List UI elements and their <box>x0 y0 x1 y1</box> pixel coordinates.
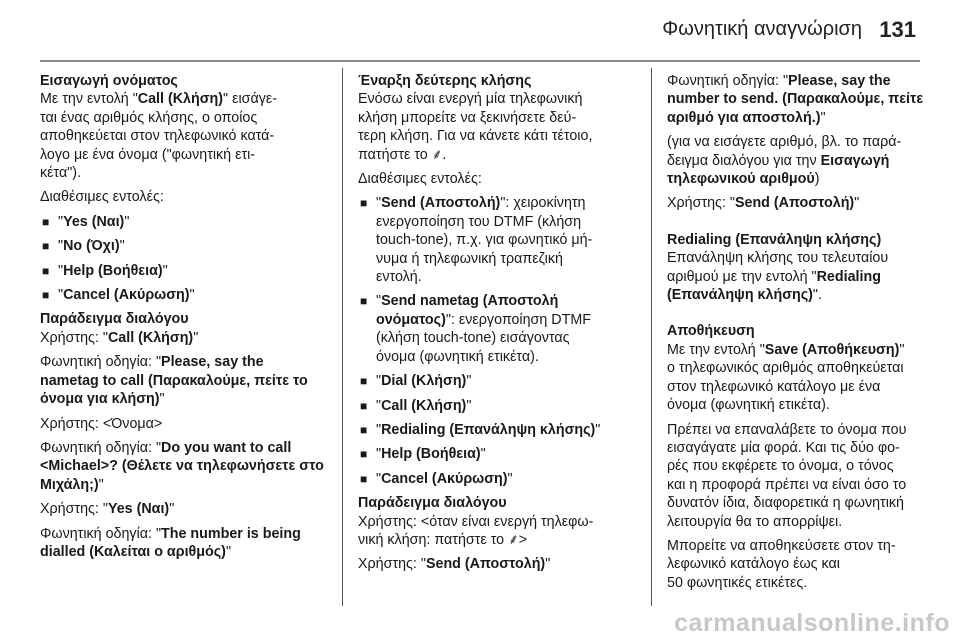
section-heading: Αποθήκευση <box>667 323 755 340</box>
watermark: carmanualsonline.info <box>674 609 950 637</box>
list-item: ■ "Yes (Ναι)" <box>42 213 130 230</box>
page-number: 131 <box>879 17 916 42</box>
list-item: ■ "Send nametag (Αποστολή ονόματος)": ενεργοποίηση DTMF (κλήση touch-tone) εισάγοντας όνομα (φωνητική ετικέτα). <box>360 293 592 365</box>
command-list <box>358 194 642 488</box>
section-heading: Εισαγωγή ονόματος <box>40 73 178 89</box>
section-heading: Παράδειγμα διαλόγου <box>40 311 189 328</box>
section-heading: Έναρξη δεύτερης κλήσης <box>358 73 532 89</box>
list-item: ■ "Dial (Κλήση)" <box>360 373 472 390</box>
command-list <box>40 213 324 305</box>
paragraph: Διαθέσιμες εντολές: <box>40 189 164 206</box>
dialog-line: Χρήστης: "Send (Αποστολή)" <box>667 195 860 212</box>
dialog-line: Χρήστης: <Όνομα> <box>40 415 163 432</box>
dialog-line: Φωνητική οδηγία: "The number is being dialled (Καλείται ο αριθμός)" <box>40 525 301 560</box>
column-2 <box>358 72 642 580</box>
paragraph: Με την εντολή "Save (Αποθήκευση)" ο τηλεφωνικός αριθμός αποθηκεύεται στον τηλεφωνικό κατάλογο με ένα όνομα (φωνητική ετικέτα). <box>667 341 905 414</box>
header-title: Φωνητική αναγνώριση <box>662 18 862 40</box>
paragraph: Με την εντολή "Call (Κλήση)" εισάγε- ται ένας αριθμός κλήσης, ο οποίος αποθηκεύεται στον τηλεφωνικό κατά- λογο με ένα όνομα ("φωνητική ετι- κέτα"). <box>40 91 278 182</box>
column-divider <box>651 68 652 606</box>
column-3 <box>667 72 927 598</box>
dialog-line: Φωνητική οδηγία: "Please, say the number to send. (Παρακαλούμε, πείτε αριθμό για αποστολή.)" <box>667 73 924 126</box>
list-item: ■ "Help (Βοήθεια)" <box>360 446 486 463</box>
dialog-line: Χρήστης: <όταν είναι ενεργή τηλεφω- νική κλήση: πατήστε το ⸙> <box>358 513 594 548</box>
list-item: ■ "Help (Βοήθεια)" <box>42 262 168 279</box>
paragraph: (για να εισάγετε αριθμό, βλ. το παρά- δειγμα διαλόγου για την Εισαγωγή τηλεφωνικού αριθμού) <box>667 134 902 188</box>
paragraph: Πρέπει να επαναλάβετε το όνομα που εισαγάγατε μία φορά. Και τις δύο φο- ρές που εκφέρετε το όνομα, ο τόνος και η προφορά πρέπει να είναι όσο το δυνατόν ίδια, διαφορετικά η φωνητική λειτουργία θα το απορρίψει. <box>667 421 907 530</box>
list-item: ■ "Send (Αποστολή)": χειροκίνητη ενεργοποίηση του DTMF (κλήση touch-tone), π.χ. για φωνητικό μή- νυμα ή τηλεφωνική τραπεζική εντολή. <box>360 195 593 286</box>
section-heading: Redialing (Επανάληψη κλήσης) <box>667 231 882 248</box>
page-header <box>0 0 960 62</box>
dialog-line: Φωνητική οδηγία: "Do you want to call <Michael>? (Θέλετε να τηλεφωνήσετε στο Μιχάλη;)" <box>40 439 324 493</box>
dialog-line: Χρήστης: "Call (Κλήση)" <box>40 329 199 346</box>
list-item: ■ "Cancel (Ακύρωση)" <box>360 470 513 487</box>
dialog-line: Χρήστης: "Send (Αποστολή)" <box>358 556 551 573</box>
column-1 <box>40 72 324 567</box>
paragraph: Επανάληψη κλήσης του τελευταίου αριθμού με την εντολή "Redialing (Επανάληψη κλήσης)". <box>667 250 889 304</box>
section-heading: Παράδειγμα διαλόγου <box>358 495 507 512</box>
list-item: ■ "Redialing (Επανάληψη κλήσης)" <box>360 421 601 438</box>
list-item: ■ "No (Όχι)" <box>42 238 125 255</box>
header-rule <box>40 60 920 62</box>
list-item: ■ "Call (Κλήση)" <box>360 397 472 414</box>
dialog-line: Χρήστης: "Yes (Ναι)" <box>40 501 175 518</box>
dialog-line: Φωνητική οδηγία: "Please, say the nametag to call (Παρακαλούμε, πείτε το όνομα για κλήση)" <box>40 354 308 408</box>
list-item: ■ "Cancel (Ακύρωση)" <box>42 287 195 304</box>
paragraph: Διαθέσιμες εντολές: <box>358 171 482 188</box>
paragraph: Μπορείτε να αποθηκεύσετε στον τη- λεφωνικό κατάλογο έως και 50 φωνητικές ετικέτες. <box>667 537 896 591</box>
column-divider <box>342 68 343 606</box>
paragraph: Ενόσω είναι ενεργή μία τηλεφωνική κλήση μπορείτε να ξεκινήσετε δεύ- τερη κλήση. Για να κάνετε κάτι τέτοιο, πατήστε το ⸙. <box>358 91 593 163</box>
